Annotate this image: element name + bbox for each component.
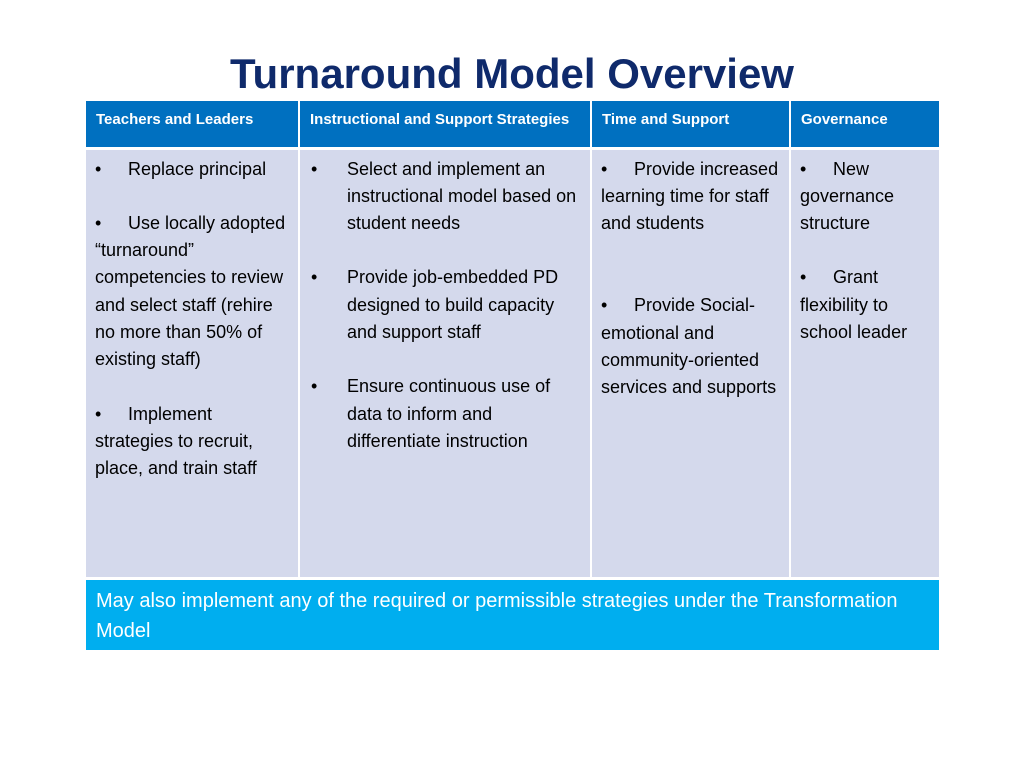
list-item	[95, 210, 292, 374]
column-header-governance: Governance	[790, 101, 939, 148]
list-item-text: New governance structure	[800, 158, 895, 234]
governance-cell	[790, 148, 939, 578]
bullet-icon: •	[800, 267, 807, 288]
bullet-icon: •	[95, 158, 102, 179]
bullet-icon: •	[601, 158, 608, 179]
list-item	[95, 401, 292, 483]
list-item-text: Implement strategies to recruit, place, and train staff	[95, 403, 257, 479]
list-item-text: Ensure continuous use of data to inform and differentiate instruction	[347, 376, 551, 451]
footer-note: May also implement any of the required or permissible strategies under the Transformation Model	[86, 578, 939, 650]
overview-table	[86, 101, 939, 650]
slide-title: Turnaround Model Overview	[230, 50, 794, 97]
list-item	[309, 156, 584, 238]
list-item	[800, 156, 933, 238]
list-item-text: Provide increased learning time for staff and students	[601, 158, 779, 234]
table-header-row	[86, 101, 939, 148]
bullet-icon: •	[311, 376, 318, 397]
list-item	[601, 156, 783, 238]
table-footer-row	[86, 578, 939, 650]
instructional-support-cell	[299, 148, 591, 578]
list-item-text: Select and implement an instructional model based on student needs	[347, 158, 577, 234]
bullet-icon: •	[800, 158, 807, 179]
list-item-text: Provide job-embedded PD designed to build capacity and support staff	[347, 267, 559, 342]
list-item	[309, 373, 584, 455]
bullet-icon: •	[95, 403, 102, 424]
bullet-icon: •	[311, 267, 318, 288]
time-support-cell	[591, 148, 790, 578]
list-item	[309, 264, 584, 346]
list-item-text: Use locally adopted “turnaround” competencies to review and select staff (rehire no more than 50% of existing staff)	[95, 212, 286, 370]
list-item	[601, 292, 783, 401]
list-item-text: Replace principal	[128, 158, 267, 179]
bullet-icon: •	[601, 295, 608, 316]
column-header-instructional-support: Instructional and Support Strategies	[299, 101, 591, 148]
bullet-icon: •	[311, 158, 318, 179]
list-item	[95, 156, 292, 183]
list-item	[800, 264, 933, 346]
table-body-row	[86, 148, 939, 578]
teachers-leaders-cell	[86, 148, 299, 578]
list-item-text: Provide Social-emotional and community-oriented services and supports	[601, 295, 777, 398]
bullet-icon: •	[95, 212, 102, 233]
column-header-time-support: Time and Support	[591, 101, 790, 148]
list-item-text: Grant flexibility to school leader	[800, 267, 908, 342]
column-header-teachers-leaders: Teachers and Leaders	[86, 101, 299, 148]
